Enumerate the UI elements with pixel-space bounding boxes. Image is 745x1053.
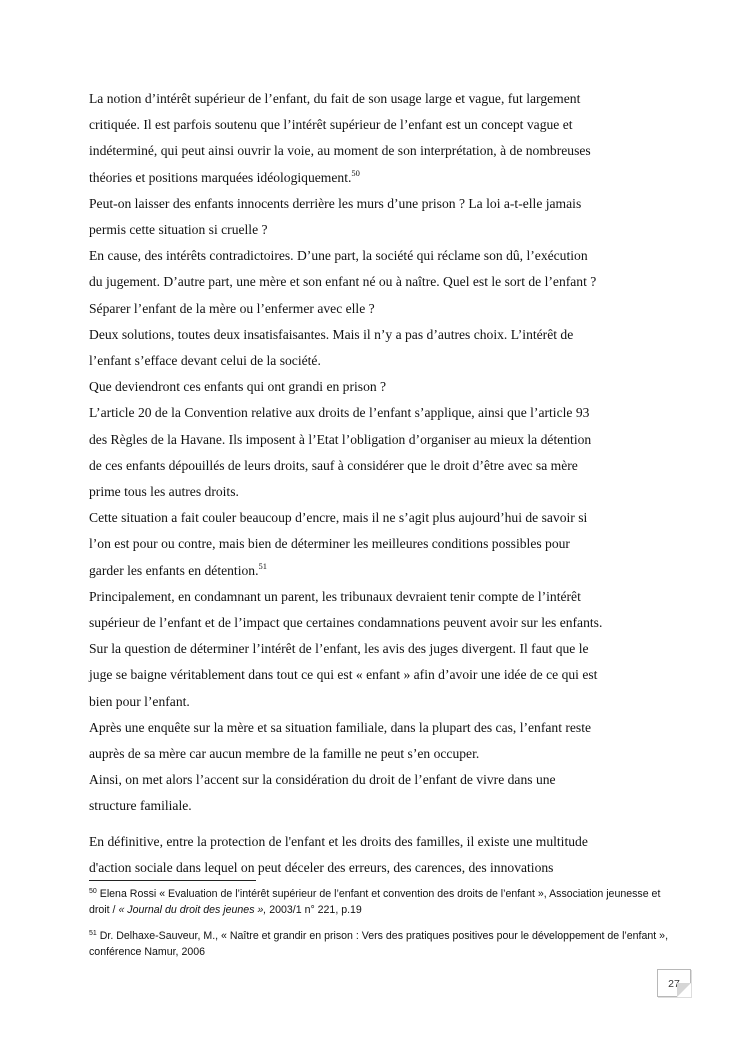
footnote-number: 50 [89,888,97,895]
text-line: Peut-on laisser des enfants innocents derrière les murs d’une prison ? La loi a-t-elle jamais [89,195,582,211]
footnote-text: Dr. Delhaxe-Sauveur, M., « Naître et grandir en prison : Vers des pratiques positives pour le développement de l’enfant », conférence Namur, 2006 [89,930,669,958]
footnotes [89,886,669,970]
page-number-text: 27 [668,978,680,990]
footnote-journal-title: « Journal du droit des jeunes », [118,904,267,916]
text-line: En définitive, entre la protection de l'enfant et les droits des familles, il existe une multitude [89,833,588,849]
text-line-content: théories et positions marquées idéologiquement. [89,169,352,185]
text-line: Sur la question de déterminer l’intérêt de l’enfant, les avis des juges divergent. Il faut que le [89,641,589,657]
text-line: auprès de sa mère car aucun membre de la famille ne peut s’en occuper. [89,746,480,762]
text-line: permis cette situation si cruelle ? [89,222,268,238]
text-line: L’article 20 de la Convention relative aux droits de l’enfant s’applique, ainsi que l’article 93 [89,405,590,421]
footnote-ref-51[interactable]: 51 [258,560,267,571]
text-line: Ainsi, on met alors l’accent sur la considération du droit de l’enfant de vivre dans une [89,772,556,788]
text-line [89,165,669,191]
footnote-50 [89,886,669,918]
text-line: critiquée. Il est parfois soutenu que l’intérêt supérieur de l’enfant est un concept vague et [89,117,573,133]
text-line-content: garder les enfants en détention. [89,562,259,578]
footnote-51 [89,928,669,960]
text-line: Après une enquête sur la mère et sa situation familiale, dans la plupart des cas, l’enfant reste [89,719,592,735]
text-line: prime tous les autres droits. [89,484,239,500]
footnote-text-end: 2003/1 n° 221, p.19 [266,904,362,916]
text-line: Que deviendront ces enfants qui ont grandi en prison ? [89,379,387,395]
body-text [89,86,669,881]
text-line: des Règles de la Havane. Ils imposent à l’Etat l’obligation d’organiser au mieux la détention [89,431,592,447]
text-line: d'action sociale dans lequel on peut déceler des erreurs, des carences, des innovations [89,859,554,875]
footnote-separator [89,880,256,881]
text-line: En cause, des intérêts contradictoires. D’une part, la société qui réclame son dû, l’exécution [89,248,588,264]
text-line: l’on est pour ou contre, mais bien de déterminer les meilleures conditions possibles pour [89,536,570,552]
text-line: juge se baigne véritablement dans tout ce qui est « enfant » afin d’avoir une idée de ce qui est [89,667,598,683]
footnote-ref-50[interactable]: 50 [351,167,360,178]
text-line: l’enfant s’efface devant celui de la société. [89,353,321,369]
text-line: indéterminé, qui peut ainsi ouvrir la voie, au moment de son interprétation, à de nombreuses [89,143,591,159]
text-line: du jugement. D’autre part, une mère et son enfant né ou à naître. Quel est le sort de l’enfant ? [89,274,597,290]
page-number [657,969,691,997]
text-line: Cette situation a fait couler beaucoup d’encre, mais il ne s’agit plus aujourd’hui de savoir si [89,510,588,526]
text-line: Deux solutions, toutes deux insatisfaisantes. Mais il n’y a pas d’autres choix. L’intérêt de [89,326,574,342]
footnote-text: Elena Rossi « Evaluation de l’intérêt supérieur de l’enfant et convention des droits de l’enfant », Association jeunesse et droit / [89,888,661,916]
text-line [89,558,669,584]
text-line: La notion d’intérêt supérieur de l’enfant, du fait de son usage large et vague, fut largement [89,91,581,106]
footnote-number: 51 [89,930,97,937]
page-curl-icon [677,983,691,997]
text-line: de ces enfants dépouillés de leurs droits, sauf à considérer que le droit d’être avec sa mère [89,457,578,473]
text-line: structure familiale. [89,798,192,814]
text-line: supérieur de l’enfant et de l’impact que certaines condamnations peuvent avoir sur les enfants. [89,615,603,631]
text-line: Principalement, en condamnant un parent, les tribunaux devraient tenir compte de l’intérêt [89,588,581,604]
text-line: bien pour l’enfant. [89,693,190,709]
text-line: Séparer l’enfant de la mère ou l’enfermer avec elle ? [89,300,375,316]
